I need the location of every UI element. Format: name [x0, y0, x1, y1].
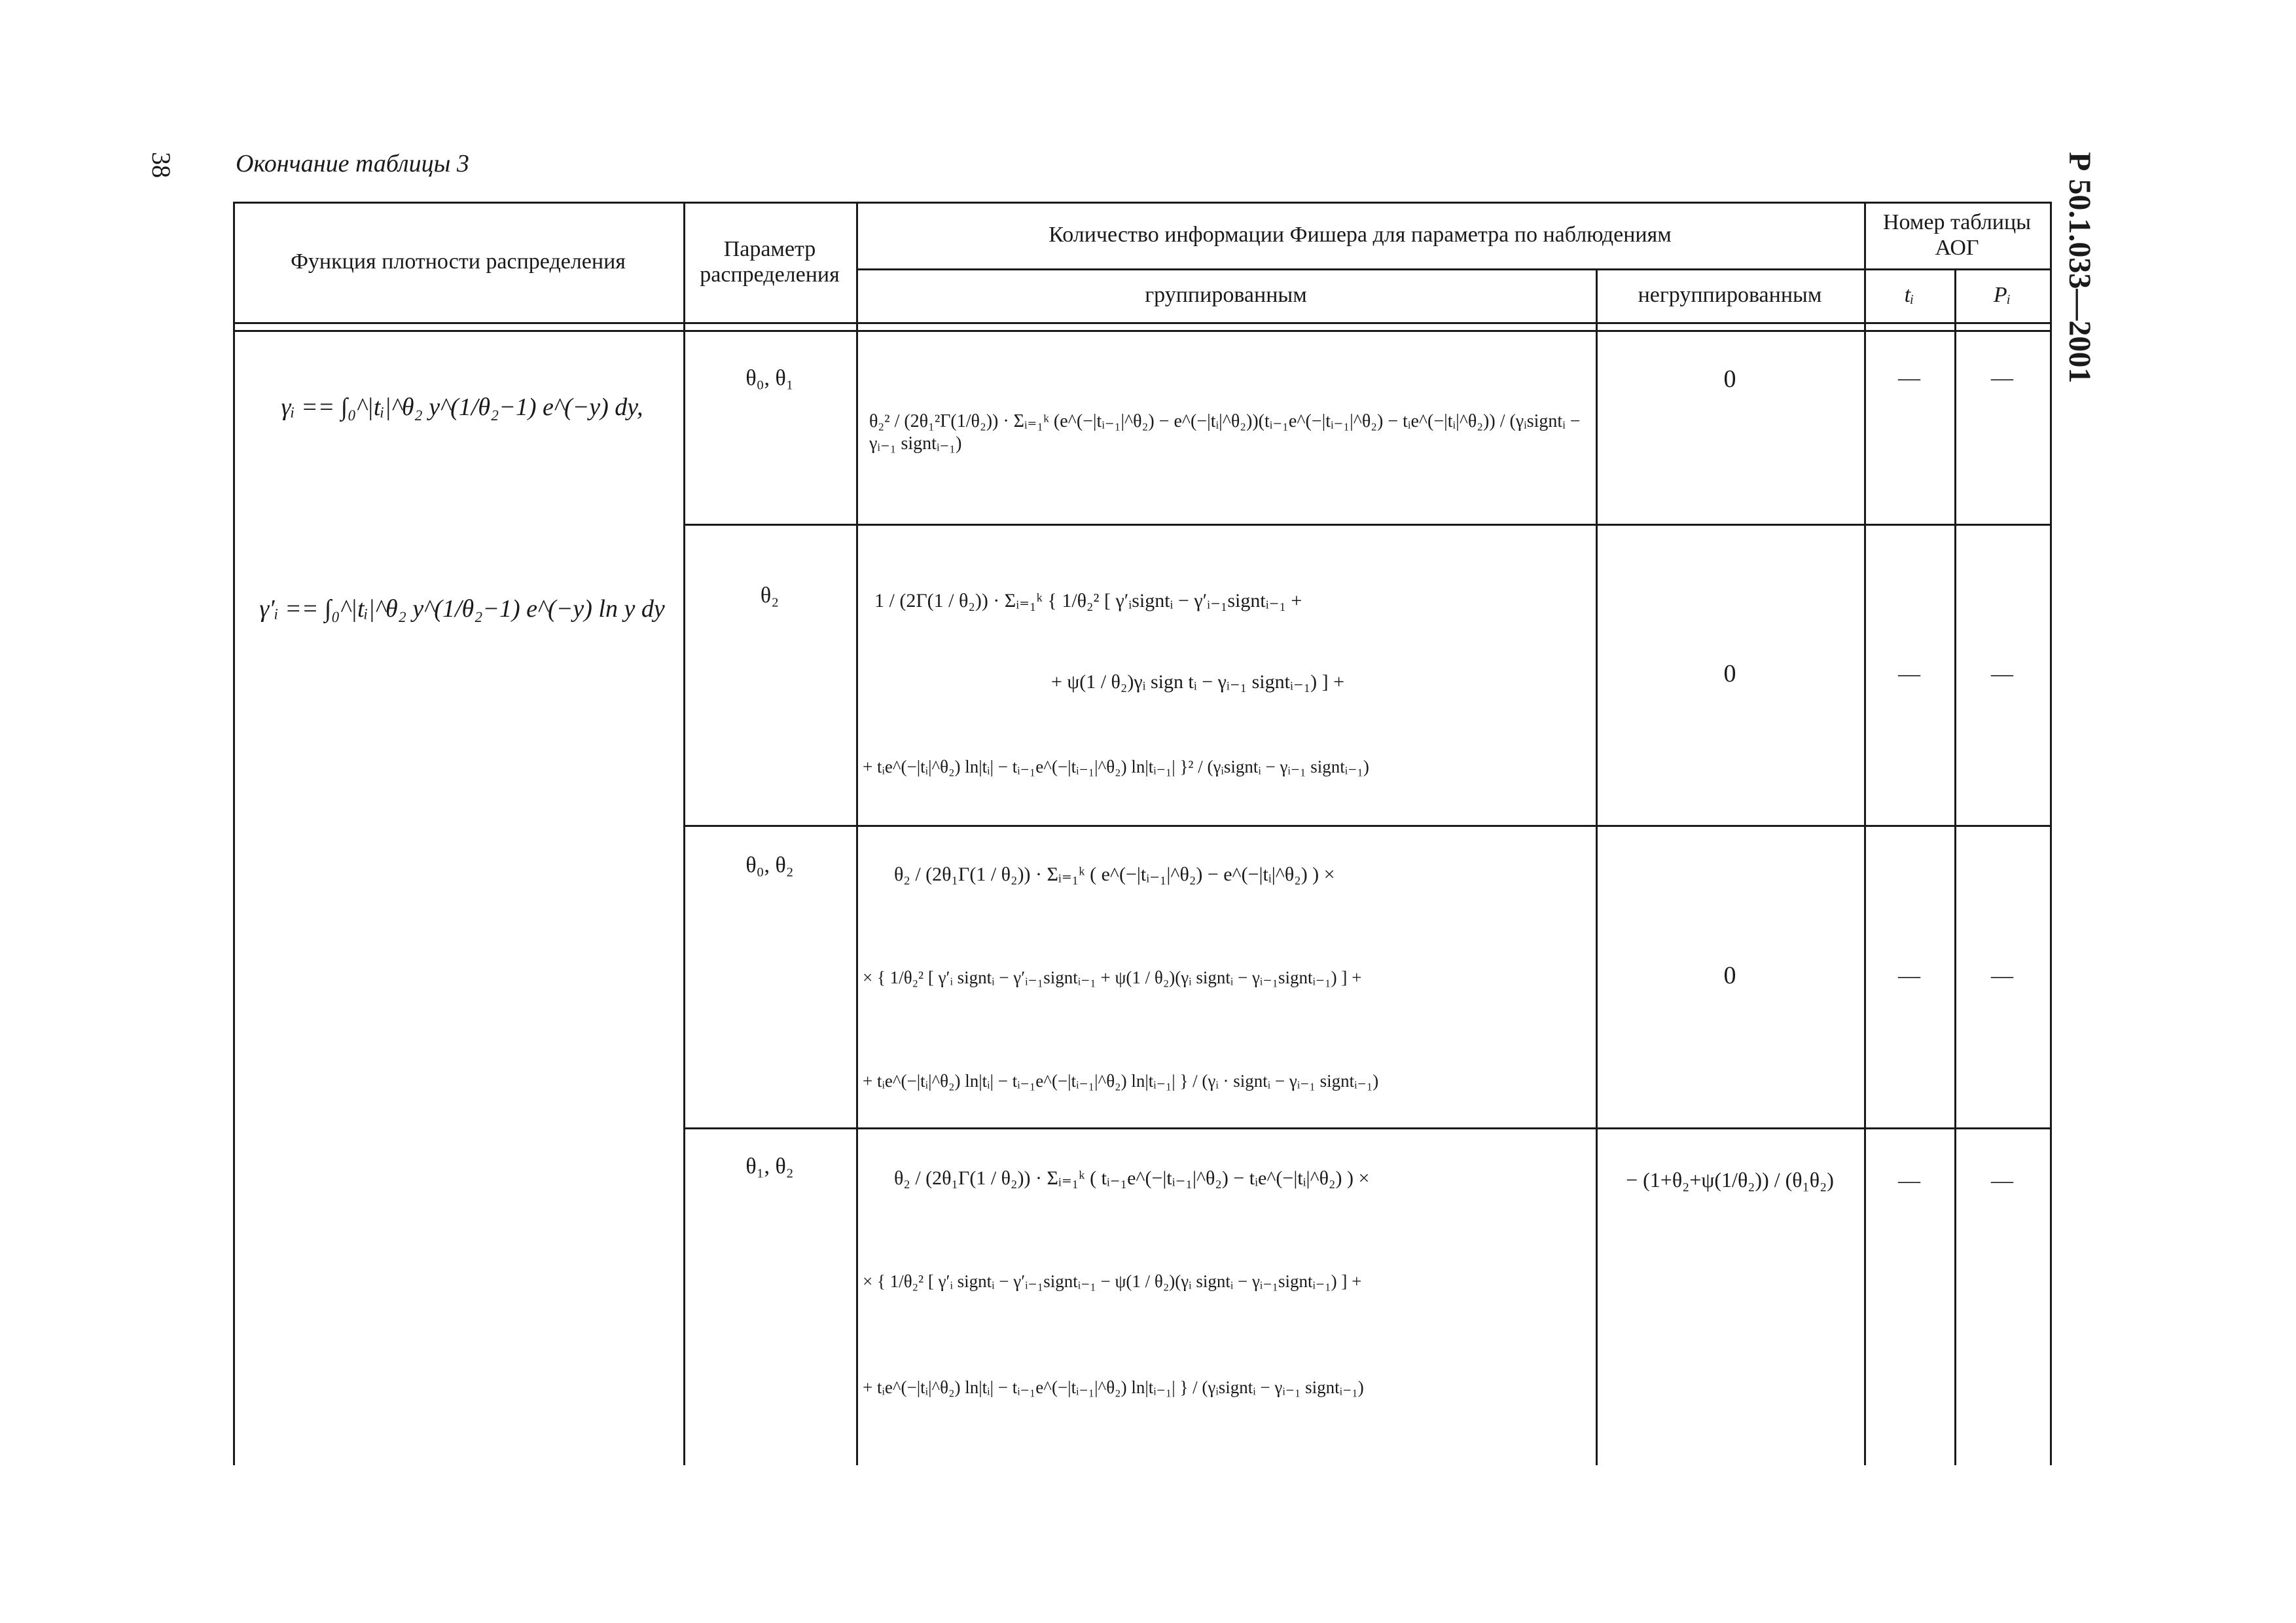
rule-col-2 [856, 202, 858, 1465]
density-formula-gamma-prime: γ′ᵢ == ∫₀^|tᵢ|^θ₂ y^(1/θ₂−1) e^(−y) ln y dy [259, 595, 665, 623]
row2-param: θ₂ [760, 583, 780, 608]
row1-ti: — [1898, 366, 1920, 390]
row3-pi: — [1991, 964, 2013, 989]
row4-ti: — [1898, 1169, 1920, 1193]
rule-header-bottom-1 [233, 322, 2050, 324]
row3-grouped-line1: θ₂ / (2θ₁Γ(1 / θ₂)) · Σᵢ₌₁ᵏ ( e^(−|tᵢ₋₁|^θ₂) − e^(−|tᵢ|^θ₂) ) × [894, 864, 1335, 885]
fisher-information-table [233, 202, 2050, 1465]
row3-grouped-line2: × { 1/θ₂² [ γ′ᵢ signtᵢ − γ′ᵢ₋₁signtᵢ₋₁ + ψ(1 / θ₂)(γᵢ signtᵢ − γᵢ₋₁signtᵢ₋₁) ] + [863, 968, 1362, 987]
row3-ti: — [1898, 964, 1920, 989]
row3-param: θ₀, θ₂ [745, 853, 794, 877]
row2-grouped-line2: + ψ(1 / θ₂)γᵢ sign tᵢ − γᵢ₋₁ signtᵢ₋₁) ] + [1051, 671, 1345, 693]
table-caption: Окончание таблицы 3 [236, 150, 469, 177]
standard-code: Р 50.1.033—2001 [2062, 152, 2097, 384]
row2-grouped-line3: + tᵢe^(−|tᵢ|^θ₂) ln|tᵢ| − tᵢ₋₁e^(−|tᵢ₋₁|^θ₂) ln|tᵢ₋₁| }² / (γᵢsigntᵢ − γᵢ₋₁ signtᵢ₋₁) [863, 757, 1369, 776]
row4-grouped-line3: + tᵢe^(−|tᵢ|^θ₂) ln|tᵢ| − tᵢ₋₁e^(−|tᵢ₋₁|^θ₂) ln|tᵢ₋₁| } / (γᵢsigntᵢ − γᵢ₋₁ signtᵢ₋₁) [863, 1377, 1364, 1397]
row3-ungrouped: 0 [1723, 962, 1736, 990]
header-grouped: группированным [1145, 283, 1307, 308]
row2-grouped-line1: 1 / (2Γ(1 / θ₂)) · Σᵢ₌₁ᵏ { 1/θ₂² [ γ′ᵢsigntᵢ − γ′ᵢ₋₁signtᵢ₋₁ + [874, 590, 1302, 611]
row4-grouped-line1: θ₂ / (2θ₁Γ(1 / θ₂)) · Σᵢ₌₁ᵏ ( tᵢ₋₁e^(−|tᵢ₋₁|^θ₂) − tᵢe^(−|tᵢ|^θ₂) ) × [894, 1167, 1370, 1189]
density-formula-gamma: γᵢ == ∫₀^|tᵢ|^θ₂ y^(1/θ₂−1) e^(−y) dy, [281, 393, 643, 421]
rule-row-3 [683, 1127, 2050, 1129]
row4-grouped-line2: × { 1/θ₂² [ γ′ᵢ signtᵢ − γ′ᵢ₋₁signtᵢ₋₁ − ψ(1 / θ₂)(γᵢ signtᵢ − γᵢ₋₁signtᵢ₋₁) ] + [863, 1271, 1362, 1291]
row2-ti: — [1898, 662, 1920, 687]
header-ungrouped: негруппированным [1638, 283, 1822, 308]
row1-param: θ₀, θ₁ [745, 366, 794, 390]
page-number: 38 [147, 152, 176, 178]
header-fisher: Количество информации Фишера для параметра по наблюдениям [1049, 223, 1672, 247]
row2-ungrouped: 0 [1723, 660, 1736, 688]
row3-grouped-line3: + tᵢe^(−|tᵢ|^θ₂) ln|tᵢ| − tᵢ₋₁e^(−|tᵢ₋₁|^θ₂) ln|tᵢ₋₁| } / (γᵢ · signtᵢ − γᵢ₋₁ signtᵢ₋₁) [863, 1071, 1379, 1091]
header-ti: tᵢ [1904, 283, 1914, 308]
rule-right [2050, 202, 2052, 1465]
row4-pi: — [1991, 1169, 2013, 1193]
header-pi: Pᵢ [1993, 283, 2011, 308]
header-density: Функция плотности распределения [291, 249, 626, 274]
header-aog: Номер таблицы АОГ [1882, 210, 2032, 260]
header-param: Параметр распределения [700, 236, 840, 287]
row1-ungrouped: 0 [1723, 365, 1736, 393]
row4-ungrouped: − (1+θ₂+ψ(1/θ₂)) / (θ₁θ₂) [1626, 1168, 1834, 1192]
rule-left [233, 202, 235, 1465]
row1-grouped-line1: θ₂² / (2θ₁²Γ(1/θ₂)) · Σᵢ₌₁ᵏ (e^(−|tᵢ₋₁|^θ₂) − e^(−|tᵢ|^θ₂))(tᵢ₋₁e^(−|tᵢ₋₁|^θ₂) − tᵢe^(−|tᵢ|^θ₂)) / (γᵢsigntᵢ − γᵢ₋₁ signtᵢ₋₁) [869, 411, 1581, 454]
row1-pi: — [1991, 366, 2013, 390]
row2-pi: — [1991, 662, 2013, 687]
row4-param: θ₁, θ₂ [745, 1154, 794, 1178]
rule-header-bottom-2 [233, 330, 2050, 332]
